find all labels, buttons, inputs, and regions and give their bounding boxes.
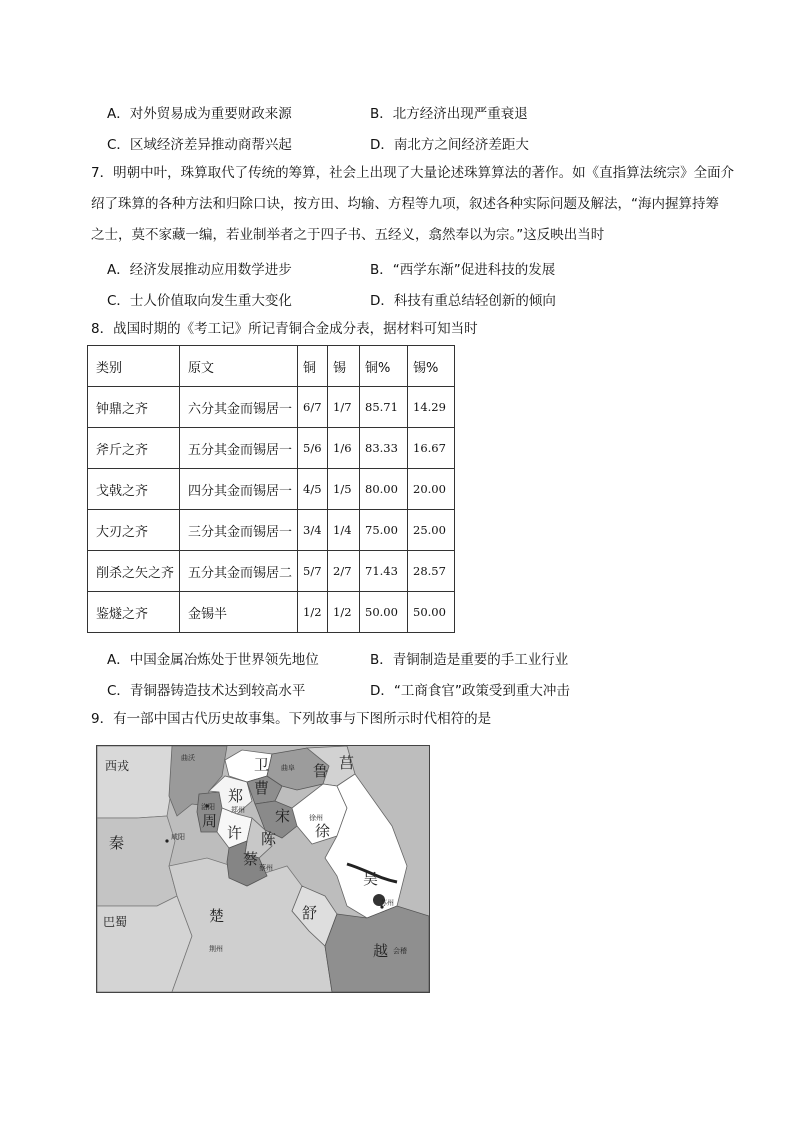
table-cell: 80.00: [360, 469, 408, 510]
label-caizhou: 蔡州: [259, 864, 273, 872]
table-cell: 戈戟之齐: [88, 469, 180, 510]
table-cell: 五分其金而锡居一: [180, 428, 298, 469]
table-cell: 钟鼎之齐: [88, 387, 180, 428]
q7-stem-line3: 之士，莫不家藏一编，若业制举者之于四子书、五经义，翕然奉以为宗。”这反映出当时: [91, 227, 605, 243]
table-row: [88, 551, 455, 592]
table-cell: 5/6: [298, 428, 328, 469]
q8-stem: 8．战国时期的《考工记》所记青铜合金成分表，据材料可知当时: [91, 321, 478, 337]
label-jingzhou: 荆州: [209, 945, 223, 953]
label-xu: 徐: [315, 822, 331, 840]
q6-option-b: B．北方经济出现严重衰退: [370, 106, 528, 122]
table-cell: 3/4: [298, 510, 328, 551]
label-suzhou: 苏州: [380, 899, 394, 907]
table-cell: 斧斤之齐: [88, 428, 180, 469]
table-cell: 1/2: [298, 592, 328, 633]
q7-stem-line1: 7．明朝中叶，珠算取代了传统的筹算，社会上出现了大量论述珠算算法的著作。如《直指算法统宗》全面介: [91, 165, 735, 181]
table-cell: 1/7: [328, 387, 360, 428]
city-dot-xianyang: [165, 839, 168, 842]
header-cell: 锡%: [408, 346, 455, 387]
table-row: [88, 510, 455, 551]
table-cell: 1/6: [328, 428, 360, 469]
label-kuaiji: 会稽: [393, 947, 407, 955]
table-cell: 削杀之矢之齐: [88, 551, 180, 592]
q7-option-b: B．“西学东渐”促进科技的发展: [370, 262, 556, 278]
label-xuzhou: 徐州: [309, 814, 323, 822]
label-qin: 秦: [109, 834, 125, 852]
table-cell: 1/5: [328, 469, 360, 510]
table-cell: 71.43: [360, 551, 408, 592]
label-quwo: 曲沃: [181, 754, 195, 762]
q6-option-c: C．区域经济差异推动商帮兴起: [107, 137, 292, 153]
table-row: [88, 469, 455, 510]
table-cell: 金锡半: [180, 592, 298, 633]
label-ju: 莒: [339, 754, 355, 772]
label-chen: 陈: [261, 830, 277, 848]
table-cell: 20.00: [408, 469, 455, 510]
header-cell: 类别: [88, 346, 180, 387]
q7-option-d: D．科技有重总结轻创新的倾向: [370, 293, 556, 309]
q6-option-a: A．对外贸易成为重要财政来源: [107, 106, 292, 122]
table-cell: 5/7: [298, 551, 328, 592]
table-cell: 85.71: [360, 387, 408, 428]
q8-option-b: B．青铜制造是重要的手工业行业: [370, 652, 569, 668]
table-cell: 1/2: [328, 592, 360, 633]
header-cell: 铜: [298, 346, 328, 387]
label-zheng: 郑: [228, 787, 244, 805]
q7-stem-line2: 绍了珠算的各种方法和归除口诀，按方田、均输、方程等九项，叙述各种实际问题及解法，“海内握算持筹: [91, 196, 719, 212]
header-cell: 铜%: [360, 346, 408, 387]
label-bashu: 巴蜀: [103, 915, 128, 929]
header-cell: 锡: [328, 346, 360, 387]
table-cell: 三分其金而锡居一: [180, 510, 298, 551]
table-cell: 四分其金而锡居一: [180, 469, 298, 510]
label-xianyang: 咸阳: [171, 833, 185, 841]
region-qin: [97, 816, 177, 906]
q8-option-a: A．中国金属冶炼处于世界领先地位: [107, 652, 319, 668]
table-cell: 25.00: [408, 510, 455, 551]
label-yue: 越: [373, 942, 389, 960]
q7-option-c: C．士人价值取向发生重大变化: [107, 293, 292, 309]
bronze-alloy-table: [87, 345, 455, 633]
table-header-row: [88, 346, 455, 387]
label-chu: 楚: [209, 907, 225, 925]
label-luoyang: 洛阳: [201, 803, 215, 811]
table-cell: 83.33: [360, 428, 408, 469]
q6-option-d: D．南北方之间经济差距大: [370, 137, 529, 153]
table-cell: 1/4: [328, 510, 360, 551]
q8-option-d: D．“工商食官”政策受到重大冲击: [370, 683, 570, 699]
q7-option-a: A．经济发展推动应用数学进步: [107, 262, 292, 278]
table-cell: 14.29: [408, 387, 455, 428]
label-cai: 蔡: [243, 850, 259, 868]
table-cell: 五分其金而锡居二: [180, 551, 298, 592]
table-row: [88, 387, 455, 428]
label-xirong: 西戎: [105, 759, 130, 773]
map-svg: [97, 746, 429, 992]
table-cell: 16.67: [408, 428, 455, 469]
q9-stem: 9．有一部中国古代历史故事集。下列故事与下图所示时代相符的是: [91, 711, 492, 727]
table-cell: 六分其金而锡居一: [180, 387, 298, 428]
table-cell: 2/7: [328, 551, 360, 592]
spring-autumn-map: [96, 745, 430, 993]
table-cell: 大刃之齐: [88, 510, 180, 551]
table-cell: 50.00: [408, 592, 455, 633]
table-cell: 鉴燧之齐: [88, 592, 180, 633]
label-song: 宋: [275, 807, 291, 825]
table-cell: 50.00: [360, 592, 408, 633]
table-row: [88, 428, 455, 469]
table-cell: 28.57: [408, 551, 455, 592]
label-zhengzhou: 郑州: [231, 806, 245, 814]
label-xu-state: 许: [227, 824, 243, 842]
label-wei: 卫: [254, 756, 270, 774]
label-cao: 曹: [254, 779, 270, 797]
label-zhou: 周: [202, 812, 218, 830]
label-qufu: 曲阜: [281, 764, 295, 772]
header-cell: 原文: [180, 346, 298, 387]
label-wu: 吴: [363, 870, 379, 888]
table-cell: 4/5: [298, 469, 328, 510]
table-cell: 75.00: [360, 510, 408, 551]
q8-option-c: C．青铜器铸造技术达到较高水平: [107, 683, 306, 699]
table-row: [88, 592, 455, 633]
label-shu: 舒: [302, 904, 318, 922]
table-cell: 6/7: [298, 387, 328, 428]
label-lu: 鲁: [313, 762, 329, 780]
